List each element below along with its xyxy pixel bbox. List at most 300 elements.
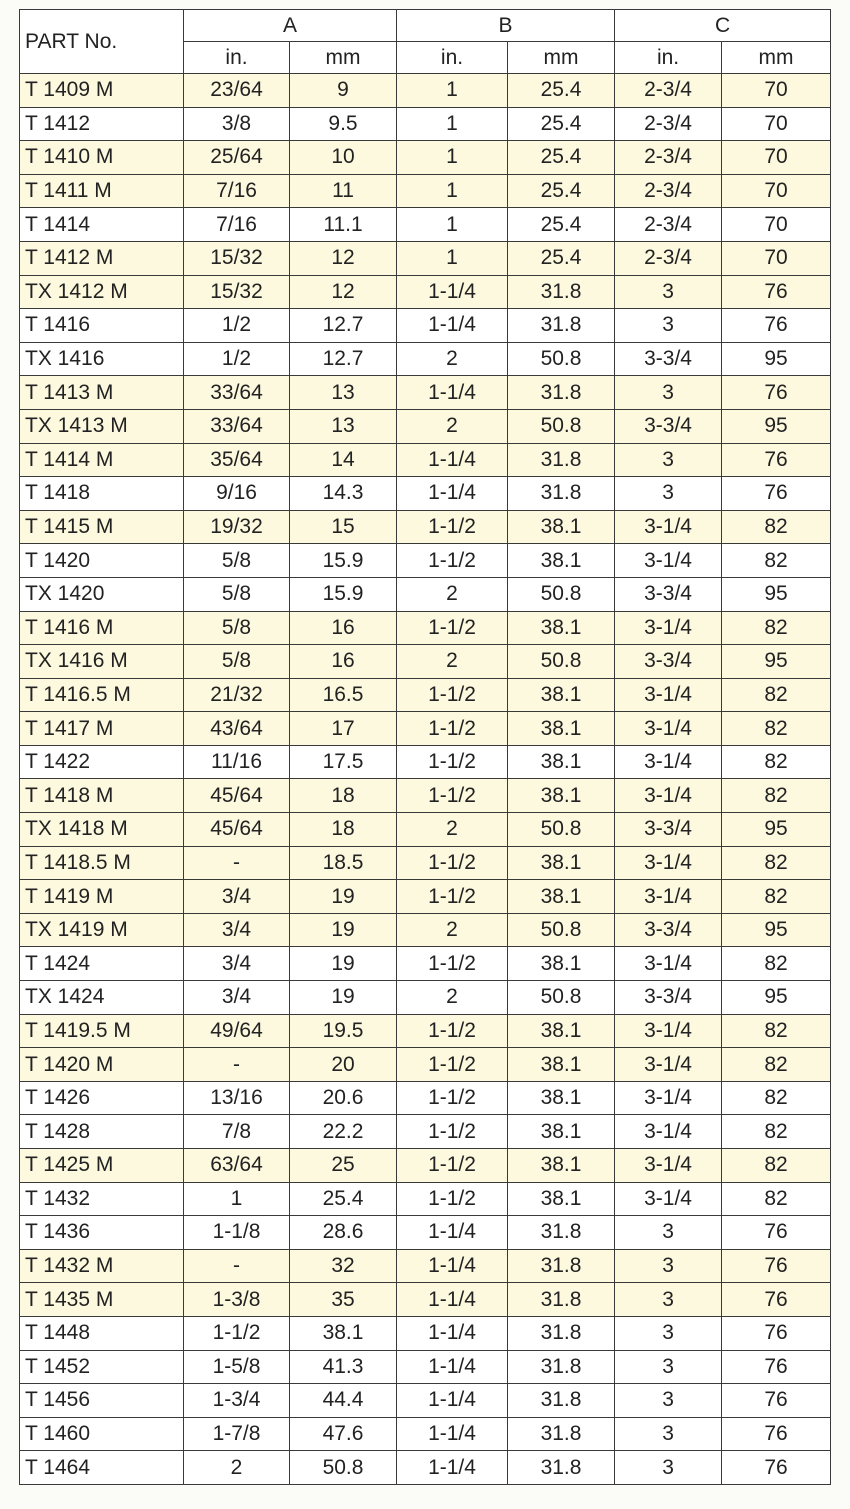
b-mm-cell: 31.8 xyxy=(508,376,615,410)
c-mm-cell: 95 xyxy=(722,577,831,611)
c-mm-cell: 76 xyxy=(722,1350,831,1384)
part-number-cell: TX 1416 xyxy=(20,342,184,376)
b-mm-cell: 50.8 xyxy=(508,813,615,847)
a-mm-cell: 19 xyxy=(290,947,397,981)
a-mm-cell: 19 xyxy=(290,880,397,914)
a-in-cell: 1-3/4 xyxy=(184,1384,290,1418)
c-in-cell: 3 xyxy=(615,477,722,511)
a-mm-cell: 14.3 xyxy=(290,477,397,511)
a-mm-cell: 15.9 xyxy=(290,544,397,578)
a-in-cell: 3/4 xyxy=(184,981,290,1015)
b-mm-cell: 31.8 xyxy=(508,1350,615,1384)
table-row xyxy=(20,510,831,544)
c-in-cell: 3-1/4 xyxy=(615,1149,722,1183)
a-in-cell: 33/64 xyxy=(184,409,290,443)
b-in-cell: 1-1/2 xyxy=(397,712,508,746)
table-row xyxy=(20,241,831,275)
part-number-cell: T 1432 M xyxy=(20,1249,184,1283)
a-in-cell: 23/64 xyxy=(184,74,290,108)
c-in-cell: 3 xyxy=(615,1417,722,1451)
b-mm-cell: 25.4 xyxy=(508,241,615,275)
part-number-cell: T 1420 M xyxy=(20,1048,184,1082)
table-row xyxy=(20,74,831,108)
table-row xyxy=(20,1417,831,1451)
a-in-cell: 5/8 xyxy=(184,577,290,611)
a-mm-cell: 32 xyxy=(290,1249,397,1283)
b-mm-cell: 38.1 xyxy=(508,947,615,981)
b-in-cell: 1-1/4 xyxy=(397,477,508,511)
a-in-cell: - xyxy=(184,846,290,880)
c-mm-cell: 82 xyxy=(722,1048,831,1082)
c-in-cell: 2-3/4 xyxy=(615,74,722,108)
table-row xyxy=(20,981,831,1015)
part-number-cell: T 1410 M xyxy=(20,141,184,175)
c-mm-cell: 70 xyxy=(722,107,831,141)
b-mm-cell: 25.4 xyxy=(508,107,615,141)
part-number-cell: T 1456 xyxy=(20,1384,184,1418)
table-row xyxy=(20,443,831,477)
b-mm-cell: 38.1 xyxy=(508,510,615,544)
a-mm-cell: 18 xyxy=(290,779,397,813)
c-in-cell: 2-3/4 xyxy=(615,107,722,141)
b-mm-cell: 31.8 xyxy=(508,477,615,511)
c-mm-cell: 70 xyxy=(722,174,831,208)
b-mm-cell: 25.4 xyxy=(508,174,615,208)
b-mm-cell: 38.1 xyxy=(508,1014,615,1048)
c-in-cell: 3 xyxy=(615,275,722,309)
part-number-cell: T 1414 M xyxy=(20,443,184,477)
a-mm-cell: 9 xyxy=(290,74,397,108)
part-number-cell: T 1412 M xyxy=(20,241,184,275)
a-in-cell: 13/16 xyxy=(184,1081,290,1115)
part-number-cell: T 1460 xyxy=(20,1417,184,1451)
a-in-cell: 15/32 xyxy=(184,275,290,309)
c-in-cell: 3 xyxy=(615,1216,722,1250)
table-row xyxy=(20,1350,831,1384)
c-mm-cell: 82 xyxy=(722,1115,831,1149)
part-number-cell: T 1424 xyxy=(20,947,184,981)
part-number-cell: TX 1419 M xyxy=(20,913,184,947)
b-mm-cell: 38.1 xyxy=(508,544,615,578)
b-mm-cell: 50.8 xyxy=(508,342,615,376)
unit-c-in: in. xyxy=(615,42,722,74)
part-number-cell: T 1436 xyxy=(20,1216,184,1250)
table-row xyxy=(20,544,831,578)
b-in-cell: 2 xyxy=(397,913,508,947)
b-mm-cell: 31.8 xyxy=(508,309,615,343)
a-mm-cell: 20.6 xyxy=(290,1081,397,1115)
a-mm-cell: 19.5 xyxy=(290,1014,397,1048)
a-mm-cell: 41.3 xyxy=(290,1350,397,1384)
c-in-cell: 3-3/4 xyxy=(615,342,722,376)
part-number-cell: T 1418 M xyxy=(20,779,184,813)
a-in-cell: 3/4 xyxy=(184,880,290,914)
c-mm-cell: 95 xyxy=(722,913,831,947)
a-mm-cell: 16.5 xyxy=(290,678,397,712)
table-row xyxy=(20,1451,831,1485)
c-mm-cell: 82 xyxy=(722,880,831,914)
a-mm-cell: 25 xyxy=(290,1149,397,1183)
b-in-cell: 1 xyxy=(397,208,508,242)
a-mm-cell: 12 xyxy=(290,241,397,275)
part-number-cell: T 1418 xyxy=(20,477,184,511)
b-mm-cell: 25.4 xyxy=(508,141,615,175)
b-mm-cell: 50.8 xyxy=(508,409,615,443)
a-in-cell: 25/64 xyxy=(184,141,290,175)
a-in-cell: 11/16 xyxy=(184,745,290,779)
c-in-cell: 2-3/4 xyxy=(615,241,722,275)
unit-a-in: in. xyxy=(184,42,290,74)
unit-b-in: in. xyxy=(397,42,508,74)
c-mm-cell: 82 xyxy=(722,1149,831,1183)
c-mm-cell: 95 xyxy=(722,342,831,376)
part-number-cell: T 1420 xyxy=(20,544,184,578)
part-number-cell: T 1413 M xyxy=(20,376,184,410)
c-mm-cell: 82 xyxy=(722,745,831,779)
b-in-cell: 1-1/2 xyxy=(397,745,508,779)
a-in-cell: 1/2 xyxy=(184,309,290,343)
b-in-cell: 1 xyxy=(397,141,508,175)
a-mm-cell: 10 xyxy=(290,141,397,175)
a-mm-cell: 13 xyxy=(290,409,397,443)
table-row xyxy=(20,645,831,679)
b-in-cell: 1-1/2 xyxy=(397,779,508,813)
part-number-cell: T 1416 xyxy=(20,309,184,343)
c-mm-cell: 70 xyxy=(722,241,831,275)
a-in-cell: 3/8 xyxy=(184,107,290,141)
b-in-cell: 2 xyxy=(397,342,508,376)
c-in-cell: 3-3/4 xyxy=(615,913,722,947)
part-number-cell: T 1452 xyxy=(20,1350,184,1384)
b-mm-cell: 38.1 xyxy=(508,846,615,880)
b-in-cell: 1-1/2 xyxy=(397,510,508,544)
c-mm-cell: 82 xyxy=(722,846,831,880)
a-mm-cell: 11.1 xyxy=(290,208,397,242)
a-in-cell: 1-1/2 xyxy=(184,1316,290,1350)
c-in-cell: 3-1/4 xyxy=(615,1182,722,1216)
table-row xyxy=(20,1283,831,1317)
b-mm-cell: 50.8 xyxy=(508,913,615,947)
a-mm-cell: 28.6 xyxy=(290,1216,397,1250)
part-number-cell: T 1409 M xyxy=(20,74,184,108)
a-mm-cell: 12.7 xyxy=(290,342,397,376)
c-mm-cell: 95 xyxy=(722,813,831,847)
b-in-cell: 1-1/4 xyxy=(397,1451,508,1485)
a-mm-cell: 50.8 xyxy=(290,1451,397,1485)
a-mm-cell: 18 xyxy=(290,813,397,847)
c-in-cell: 3-1/4 xyxy=(615,544,722,578)
a-mm-cell: 38.1 xyxy=(290,1316,397,1350)
a-mm-cell: 22.2 xyxy=(290,1115,397,1149)
parts-table xyxy=(19,9,831,1485)
a-mm-cell: 19 xyxy=(290,981,397,1015)
part-number-cell: T 1422 xyxy=(20,745,184,779)
group-b-header: B xyxy=(397,10,615,42)
a-mm-cell: 12.7 xyxy=(290,309,397,343)
table-body xyxy=(20,74,831,1485)
b-mm-cell: 38.1 xyxy=(508,1048,615,1082)
c-in-cell: 3 xyxy=(615,309,722,343)
part-number-cell: T 1411 M xyxy=(20,174,184,208)
b-mm-cell: 50.8 xyxy=(508,981,615,1015)
c-in-cell: 3 xyxy=(615,1451,722,1485)
table-row xyxy=(20,174,831,208)
b-in-cell: 2 xyxy=(397,645,508,679)
b-in-cell: 1-1/4 xyxy=(397,1283,508,1317)
c-in-cell: 3-1/4 xyxy=(615,611,722,645)
group-c-header: C xyxy=(615,10,831,42)
part-number-cell: TX 1420 xyxy=(20,577,184,611)
b-mm-cell: 38.1 xyxy=(508,1149,615,1183)
a-mm-cell: 15 xyxy=(290,510,397,544)
table-row xyxy=(20,1115,831,1149)
table-row xyxy=(20,342,831,376)
c-in-cell: 3-1/4 xyxy=(615,712,722,746)
b-in-cell: 1-1/2 xyxy=(397,1048,508,1082)
c-mm-cell: 76 xyxy=(722,275,831,309)
table-row xyxy=(20,846,831,880)
table-row xyxy=(20,1384,831,1418)
part-number-cell: T 1416.5 M xyxy=(20,678,184,712)
c-in-cell: 3-1/4 xyxy=(615,1081,722,1115)
b-in-cell: 1-1/4 xyxy=(397,1384,508,1418)
b-mm-cell: 38.1 xyxy=(508,1115,615,1149)
a-in-cell: 3/4 xyxy=(184,913,290,947)
table-row xyxy=(20,275,831,309)
part-number-cell: TX 1416 M xyxy=(20,645,184,679)
part-number-cell: T 1419 M xyxy=(20,880,184,914)
c-mm-cell: 82 xyxy=(722,1182,831,1216)
table-row xyxy=(20,141,831,175)
b-in-cell: 1-1/4 xyxy=(397,1350,508,1384)
part-number-cell: T 1428 xyxy=(20,1115,184,1149)
table-row xyxy=(20,208,831,242)
a-in-cell: 43/64 xyxy=(184,712,290,746)
b-in-cell: 1-1/4 xyxy=(397,443,508,477)
a-mm-cell: 25.4 xyxy=(290,1182,397,1216)
c-mm-cell: 82 xyxy=(722,510,831,544)
b-in-cell: 1-1/2 xyxy=(397,947,508,981)
c-mm-cell: 70 xyxy=(722,74,831,108)
a-in-cell: 5/8 xyxy=(184,645,290,679)
part-number-cell: T 1448 xyxy=(20,1316,184,1350)
b-mm-cell: 31.8 xyxy=(508,275,615,309)
c-mm-cell: 70 xyxy=(722,141,831,175)
a-in-cell: 45/64 xyxy=(184,779,290,813)
b-mm-cell: 38.1 xyxy=(508,1081,615,1115)
table-row xyxy=(20,678,831,712)
a-in-cell: 1-1/8 xyxy=(184,1216,290,1250)
b-mm-cell: 38.1 xyxy=(508,611,615,645)
a-mm-cell: 12 xyxy=(290,275,397,309)
header-group-row xyxy=(20,10,831,42)
b-in-cell: 1 xyxy=(397,241,508,275)
b-mm-cell: 25.4 xyxy=(508,74,615,108)
a-in-cell: 7/16 xyxy=(184,174,290,208)
b-in-cell: 1 xyxy=(397,174,508,208)
a-mm-cell: 11 xyxy=(290,174,397,208)
part-number-cell: T 1412 xyxy=(20,107,184,141)
a-mm-cell: 16 xyxy=(290,645,397,679)
part-number-cell: T 1416 M xyxy=(20,611,184,645)
a-in-cell: - xyxy=(184,1249,290,1283)
b-in-cell: 1-1/4 xyxy=(397,309,508,343)
b-mm-cell: 38.1 xyxy=(508,712,615,746)
table-row xyxy=(20,1014,831,1048)
c-mm-cell: 76 xyxy=(722,477,831,511)
c-in-cell: 3-1/4 xyxy=(615,745,722,779)
a-in-cell: 1/2 xyxy=(184,342,290,376)
c-in-cell: 3-1/4 xyxy=(615,1048,722,1082)
a-mm-cell: 14 xyxy=(290,443,397,477)
b-mm-cell: 50.8 xyxy=(508,577,615,611)
b-in-cell: 1-1/2 xyxy=(397,1081,508,1115)
b-in-cell: 1-1/2 xyxy=(397,611,508,645)
b-mm-cell: 31.8 xyxy=(508,443,615,477)
table-row xyxy=(20,880,831,914)
a-in-cell: 9/16 xyxy=(184,477,290,511)
table-row xyxy=(20,409,831,443)
a-mm-cell: 19 xyxy=(290,913,397,947)
b-in-cell: 2 xyxy=(397,813,508,847)
b-mm-cell: 31.8 xyxy=(508,1384,615,1418)
table-row xyxy=(20,1249,831,1283)
c-in-cell: 2-3/4 xyxy=(615,174,722,208)
c-mm-cell: 82 xyxy=(722,947,831,981)
c-mm-cell: 95 xyxy=(722,981,831,1015)
table-row xyxy=(20,577,831,611)
a-mm-cell: 16 xyxy=(290,611,397,645)
table-row xyxy=(20,813,831,847)
table-row xyxy=(20,107,831,141)
b-in-cell: 1-1/2 xyxy=(397,678,508,712)
a-in-cell: 7/8 xyxy=(184,1115,290,1149)
b-mm-cell: 25.4 xyxy=(508,208,615,242)
a-in-cell: 63/64 xyxy=(184,1149,290,1183)
c-in-cell: 3-3/4 xyxy=(615,813,722,847)
c-in-cell: 3-3/4 xyxy=(615,645,722,679)
b-in-cell: 1-1/4 xyxy=(397,1417,508,1451)
a-in-cell: 3/4 xyxy=(184,947,290,981)
unit-a-mm: mm xyxy=(290,42,397,74)
b-in-cell: 1-1/2 xyxy=(397,1115,508,1149)
c-in-cell: 3-1/4 xyxy=(615,947,722,981)
table-row xyxy=(20,712,831,746)
part-number-cell: T 1426 xyxy=(20,1081,184,1115)
c-in-cell: 3-1/4 xyxy=(615,846,722,880)
c-mm-cell: 76 xyxy=(722,1384,831,1418)
c-mm-cell: 76 xyxy=(722,1216,831,1250)
b-mm-cell: 31.8 xyxy=(508,1316,615,1350)
b-mm-cell: 38.1 xyxy=(508,1182,615,1216)
part-number-cell: TX 1424 xyxy=(20,981,184,1015)
b-in-cell: 1-1/4 xyxy=(397,376,508,410)
c-mm-cell: 76 xyxy=(722,1451,831,1485)
a-in-cell: 1-3/8 xyxy=(184,1283,290,1317)
c-mm-cell: 82 xyxy=(722,611,831,645)
part-number-cell: T 1435 M xyxy=(20,1283,184,1317)
a-mm-cell: 17 xyxy=(290,712,397,746)
table-row xyxy=(20,611,831,645)
table-row xyxy=(20,1149,831,1183)
a-in-cell: 1 xyxy=(184,1182,290,1216)
b-in-cell: 1-1/2 xyxy=(397,846,508,880)
c-in-cell: 3 xyxy=(615,1249,722,1283)
a-mm-cell: 17.5 xyxy=(290,745,397,779)
c-in-cell: 3-1/4 xyxy=(615,510,722,544)
c-in-cell: 2-3/4 xyxy=(615,141,722,175)
c-in-cell: 3-3/4 xyxy=(615,981,722,1015)
b-mm-cell: 31.8 xyxy=(508,1249,615,1283)
a-in-cell: 49/64 xyxy=(184,1014,290,1048)
table-row xyxy=(20,1182,831,1216)
c-mm-cell: 95 xyxy=(722,645,831,679)
c-mm-cell: 82 xyxy=(722,1014,831,1048)
a-in-cell: 5/8 xyxy=(184,544,290,578)
b-in-cell: 1 xyxy=(397,107,508,141)
a-in-cell: 21/32 xyxy=(184,678,290,712)
table-row xyxy=(20,745,831,779)
c-in-cell: 3-3/4 xyxy=(615,577,722,611)
a-in-cell: 33/64 xyxy=(184,376,290,410)
c-in-cell: 3-1/4 xyxy=(615,880,722,914)
part-number-cell: T 1414 xyxy=(20,208,184,242)
c-mm-cell: 82 xyxy=(722,678,831,712)
c-in-cell: 3-1/4 xyxy=(615,779,722,813)
c-mm-cell: 76 xyxy=(722,1249,831,1283)
c-mm-cell: 82 xyxy=(722,544,831,578)
table-row xyxy=(20,309,831,343)
table-row xyxy=(20,947,831,981)
c-mm-cell: 82 xyxy=(722,779,831,813)
part-number-cell: T 1432 xyxy=(20,1182,184,1216)
b-mm-cell: 38.1 xyxy=(508,745,615,779)
part-number-cell: T 1425 M xyxy=(20,1149,184,1183)
c-mm-cell: 76 xyxy=(722,376,831,410)
a-in-cell: 5/8 xyxy=(184,611,290,645)
part-number-cell: TX 1412 M xyxy=(20,275,184,309)
a-in-cell: 1-5/8 xyxy=(184,1350,290,1384)
c-mm-cell: 76 xyxy=(722,443,831,477)
b-in-cell: 1-1/4 xyxy=(397,1249,508,1283)
b-mm-cell: 31.8 xyxy=(508,1451,615,1485)
b-mm-cell: 38.1 xyxy=(508,779,615,813)
c-mm-cell: 76 xyxy=(722,1316,831,1350)
part-number-cell: T 1418.5 M xyxy=(20,846,184,880)
part-number-cell: T 1415 M xyxy=(20,510,184,544)
table-row xyxy=(20,1081,831,1115)
a-mm-cell: 9.5 xyxy=(290,107,397,141)
b-in-cell: 1-1/4 xyxy=(397,1216,508,1250)
c-in-cell: 3 xyxy=(615,1350,722,1384)
table-row xyxy=(20,1316,831,1350)
table-row xyxy=(20,1216,831,1250)
a-mm-cell: 18.5 xyxy=(290,846,397,880)
c-mm-cell: 95 xyxy=(722,409,831,443)
part-number-header: PART No. xyxy=(20,10,184,74)
c-in-cell: 2-3/4 xyxy=(615,208,722,242)
b-in-cell: 1-1/2 xyxy=(397,544,508,578)
c-in-cell: 3 xyxy=(615,1384,722,1418)
b-in-cell: 2 xyxy=(397,577,508,611)
a-mm-cell: 35 xyxy=(290,1283,397,1317)
a-mm-cell: 15.9 xyxy=(290,577,397,611)
table-row xyxy=(20,913,831,947)
c-in-cell: 3 xyxy=(615,376,722,410)
table-row xyxy=(20,1048,831,1082)
b-in-cell: 2 xyxy=(397,409,508,443)
a-in-cell: 7/16 xyxy=(184,208,290,242)
